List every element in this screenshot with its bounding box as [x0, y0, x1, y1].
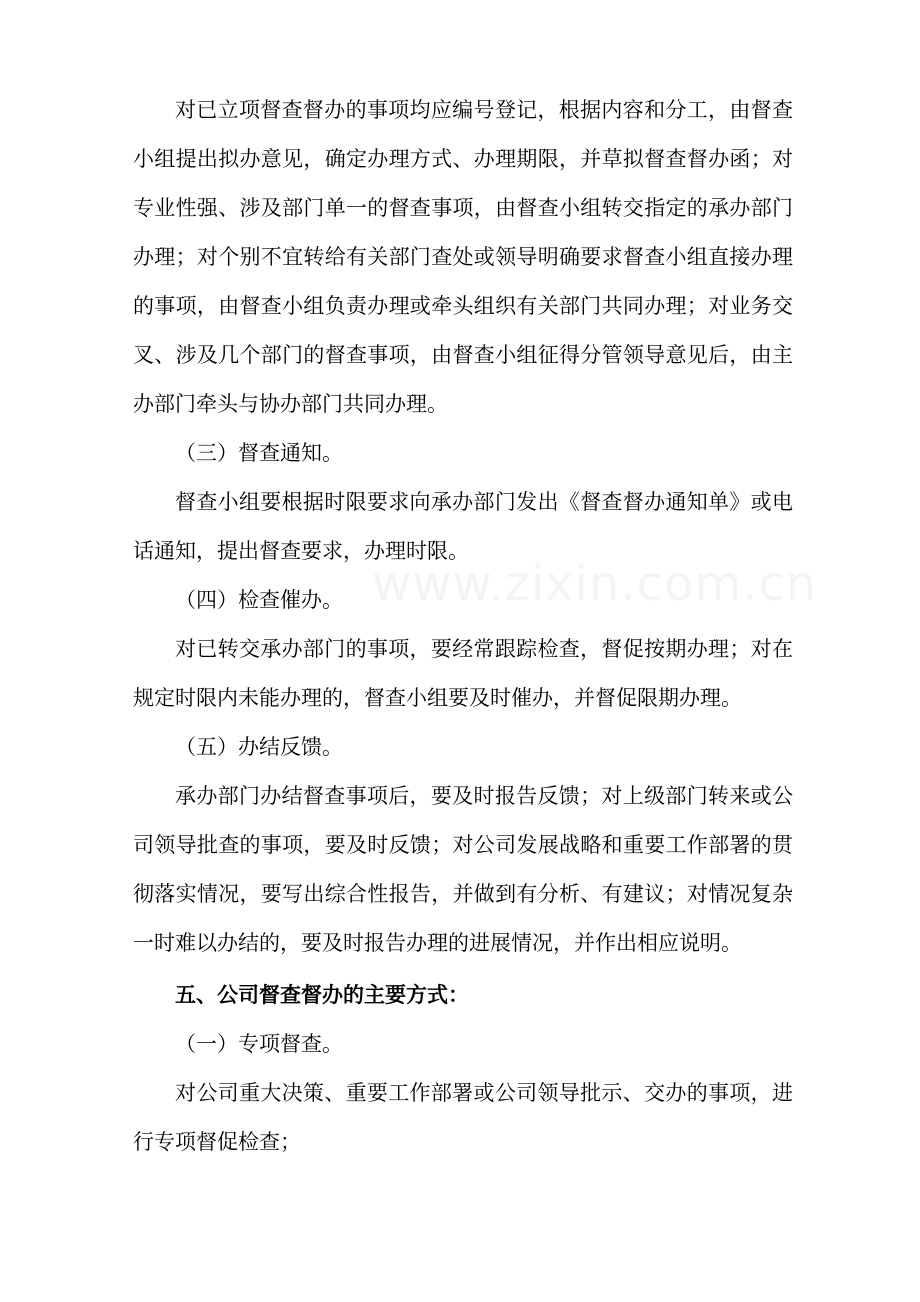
subheading-urging: （四）检查催办。 [175, 588, 343, 612]
paragraph-registration: 对已立项督查督办的事项均应编号登记，根据内容和分工，由督查小组提出拟办意见，确定办理方式、办理期限，并草拟督查督办函；对专业性强、涉及部门单一的督查事项，由督查小组转交指定的承办部门办理；对个别不宜转给有关部门查处或领导明确要求督查小组直接办理的事项，由督查小组负责办理或牵头组织有关部门共同办理；对业务交叉、涉及几个部门的督查事项，由督查小组征得分管领导意见后，由主办部门牵头与协办部门共同办理。 [133, 98, 793, 416]
paragraph-special-inspection: 对公司重大决策、重要工作部署或公司领导批示、交办的事项，进行专项督促检查； [133, 1081, 793, 1154]
subheading-feedback: （五）办结反馈。 [175, 735, 343, 759]
section-heading-methods: 五、公司督查督办的主要方式： [175, 983, 469, 1007]
paragraph-urging: 对已转交承办部门的事项，要经常跟踪检查，督促按期办理；对在规定时限内未能办理的，督查小组要及时催办，并督促限期办理。 [133, 637, 793, 710]
paragraph-feedback: 承办部门办结督查事项后，要及时报告反馈；对上级部门转来或公司领导批查的事项，要及时反馈；对公司发展战略和重要工作部署的贯彻落实情况，要写出综合性报告，并做到有分析、有建议；对情况复杂一时难以办结的，要及时报告办理的进展情况，并作出相应说明。 [133, 784, 793, 955]
subheading-special-inspection: （一）专项督查。 [175, 1032, 343, 1056]
paragraph-notice: 督查小组要根据时限要求向承办部门发出《督查督办通知单》或电话通知，提出督查要求，办理时限。 [133, 490, 793, 563]
document-body [133, 86, 793, 1167]
subheading-notice: （三）督查通知。 [175, 441, 343, 465]
